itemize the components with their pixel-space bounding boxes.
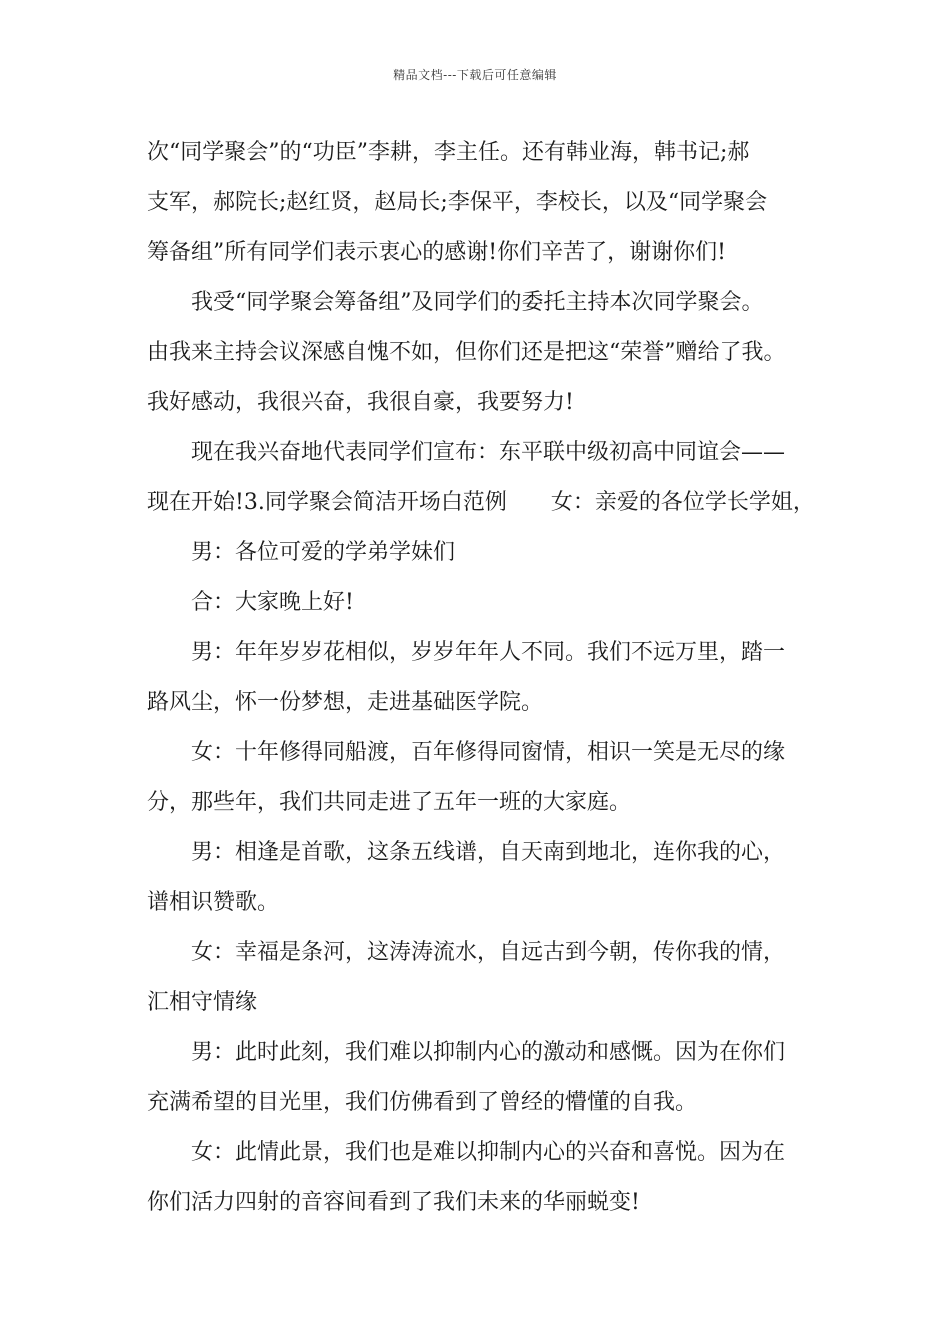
paragraph-start-line: 女：此情此景，我们也是难以抑制内心的兴奋和喜悦。因为在 (191, 1140, 786, 1165)
text-line: 你们活力四射的音容间看到了我们未来的华丽蜕变! (147, 1190, 640, 1215)
paragraph-start-line: 女：十年修得同船渡，百年修得同窗情，相识一笑是无尽的缘 (191, 740, 786, 765)
text-line: 次“同学聚会”的“功臣”李耕，李主任。还有韩业海，韩书记;郝 (147, 140, 750, 165)
document-body (147, 128, 827, 1228)
text-line: 汇相守情缘 (147, 990, 258, 1015)
text-line: 筹备组”所有同学们表示衷心的感谢!你们辛苦了，谢谢你们! (147, 240, 726, 265)
text-line: 充满希望的目光里，我们仿佛看到了曾经的懵懂的自我。 (147, 1090, 698, 1115)
paragraph-start-line: 合：大家晚上好! (191, 590, 354, 615)
text-line: 支军，郝院长;赵红贤，赵局长;李保平，李校长，以及“同学聚会 (147, 190, 768, 215)
paragraph-start-line: 男：各位可爱的学弟学妹们 (191, 540, 456, 565)
text-line: 由我来主持会议深感自愧不如，但你们还是把这“荣誉”赠给了我。 (147, 340, 786, 365)
paragraph-start-line: 女：幸福是条河，这涛涛流水，自远古到今朝，传你我的情， (191, 940, 786, 965)
page-header: 精品文档---下载后可任意编辑 (393, 68, 557, 82)
paragraph-start-line: 男：相逢是首歌，这条五线谱，自天南到地北，连你我的心， (191, 840, 786, 865)
paragraph-start-line: 我受“同学聚会筹备组”及同学们的委托主持本次同学聚会。 (191, 290, 764, 315)
text-line: 分，那些年，我们共同走进了五年一班的大家庭。 (147, 790, 632, 815)
text-line: 路风尘，怀一份梦想，走进基础医学院。 (147, 690, 544, 715)
text-line: 现在开始!3.同学聚会简洁开场白范例 女：亲爱的各位学长学姐， (147, 490, 815, 515)
paragraph-start-line: 男：年年岁岁花相似，岁岁年年人不同。我们不远万里，踏一 (191, 640, 786, 665)
text-line: 我好感动，我很兴奋，我很自豪，我要努力! (147, 390, 574, 415)
paragraph-start-line: 男：此时此刻，我们难以抑制内心的激动和感慨。因为在你们 (191, 1040, 786, 1065)
text-line: 谱相识赞歌。 (147, 890, 280, 915)
paragraph-start-line: 现在我兴奋地代表同学们宣布：东平联中级初高中同谊会—— (191, 440, 786, 465)
